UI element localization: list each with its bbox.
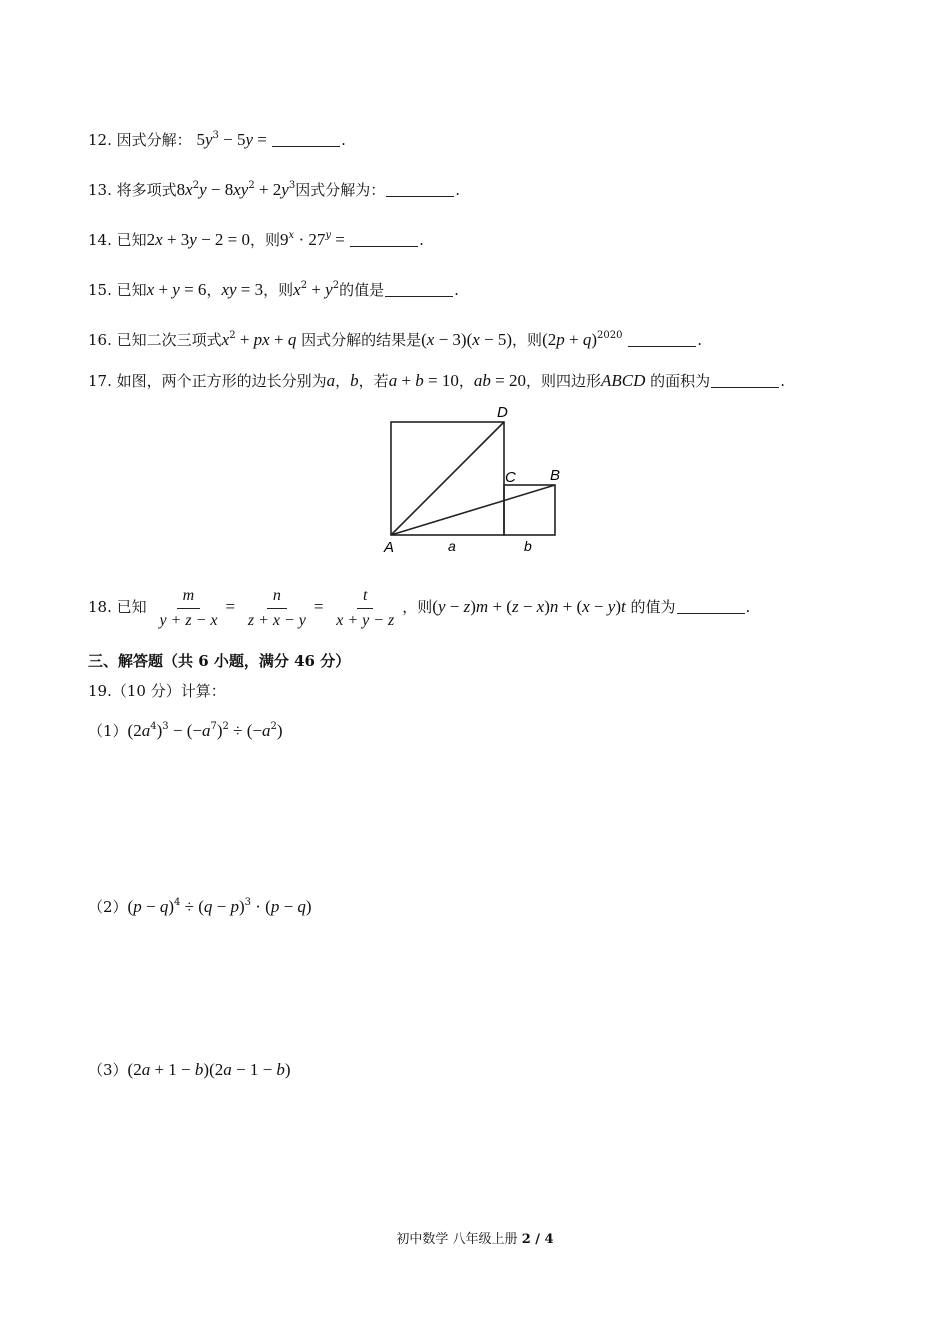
q13-suffix: 因式分解为：: [295, 181, 386, 199]
answer-blank: [272, 132, 340, 147]
q18-suffix: 的值为: [630, 598, 676, 616]
part-label: （3）: [88, 1061, 128, 1079]
fraction-m: $\frac{m}{y + z - x}$: [159, 586, 218, 629]
q17-number: 17.: [88, 372, 112, 390]
q14-middle: ，则: [250, 231, 281, 249]
page-footer: [0, 1228, 950, 1247]
question-13: 13. 将多项式$8x^2y - 8xy^2 + 2y^3$因式分解为： .: [88, 180, 460, 199]
q19-part-2: $(2)(p - q)^4 \div (q - p)^3 \cdot (p - q)$: [88, 897, 312, 916]
q17-mid2: ，若: [358, 372, 389, 390]
label-a: a: [448, 538, 456, 554]
q18-prefix: 已知: [116, 598, 147, 616]
q18-middle: ，则: [402, 598, 433, 616]
fraction-t: $\frac{t}{x + y - z}$: [336, 586, 395, 629]
page-number: 2 / 4: [521, 1232, 554, 1247]
label-b: b: [524, 538, 532, 554]
q18-number: 18.: [88, 598, 112, 616]
part-label: （2）: [88, 898, 128, 916]
q17-mid1: ，: [335, 372, 351, 390]
answer-blank: [386, 182, 454, 197]
q16-middle: 因式分解的结果是: [301, 331, 422, 349]
q16-sep: ，则: [512, 331, 543, 349]
q13-number: 13.: [88, 181, 112, 199]
fraction-n: $\frac{n}{z + x - y}$: [247, 586, 306, 629]
answer-blank: [628, 332, 696, 347]
section-title: 三、解答题（共 6 小题，满分 46 分）: [88, 652, 351, 670]
footer-text: 初中数学 八年级上册: [396, 1232, 522, 1247]
q15-sep2: ，则: [263, 281, 294, 299]
question-12: 12. 因式分解： $5y^3 - 5y$ = .: [88, 130, 346, 149]
squares-figure: [380, 400, 580, 560]
label-A: A: [384, 539, 395, 556]
q19-part-1: $(1)(2a^4)^3 - (-a^7)^2 \div (-a^2)$: [88, 721, 283, 740]
label-B: B: [550, 467, 561, 484]
q17-prefix: 如图，两个正方形的边长分别为: [116, 372, 327, 390]
q15-suffix: 的值是: [339, 281, 385, 299]
q17-mid4: ，则四边形: [525, 372, 601, 390]
question-19-header: 19.（10 分）计算：: [88, 682, 226, 700]
q14-number: 14.: [88, 231, 112, 249]
q14-prefix: 已知: [116, 231, 147, 249]
q12-number: 12.: [88, 131, 112, 149]
q15-sep1: ，: [206, 281, 222, 299]
q15-prefix: 已知: [116, 281, 147, 299]
label-C: C: [505, 469, 516, 486]
answer-blank: [385, 282, 453, 297]
question-14: 14. 已知2x + 3y − 2 = 0，则$9^x \cdot 27^y$ = .: [88, 230, 424, 249]
q16-number: 16.: [88, 331, 112, 349]
q17-mid3: ，: [458, 372, 474, 390]
answer-blank: [350, 232, 418, 247]
question-18: 18. 已知 $\frac{m}{y + z - x}$ = $\frac{n}{z + x - y}$ = $\frac{t}{x + y - z}$ ，则(y − z)m + (z − x)n + (x − y)t 的值为 .: [88, 586, 751, 629]
q15-number: 15.: [88, 281, 112, 299]
question-15: 15. 已知x + y = 6，xy = 3，则$x^2 + y^2$的值是 .: [88, 280, 459, 299]
q17-suffix: 的面积为: [650, 372, 711, 390]
question-17: 17. 如图，两个正方形的边长分别为a，b，若a + b = 10，ab = 20，则四边形ABCD 的面积为 .: [88, 371, 785, 390]
answer-blank: [711, 373, 779, 388]
q19-part-3: （3）(2a + 1 − b)(2a − 1 − b): [88, 1060, 291, 1079]
q12-prefix: 因式分解：: [116, 131, 192, 149]
part-label: （1）: [88, 722, 128, 740]
q13-prefix: 将多项式: [116, 181, 177, 199]
answer-blank: [677, 599, 745, 614]
question-16: 16. 已知二次三项式$x^2$ + px + q 因式分解的结果是(x − 3)(x − 5)，则$(2p + q)^{2020}$ .: [88, 330, 703, 349]
q16-prefix: 已知二次三项式: [116, 331, 222, 349]
label-D: D: [497, 404, 508, 421]
